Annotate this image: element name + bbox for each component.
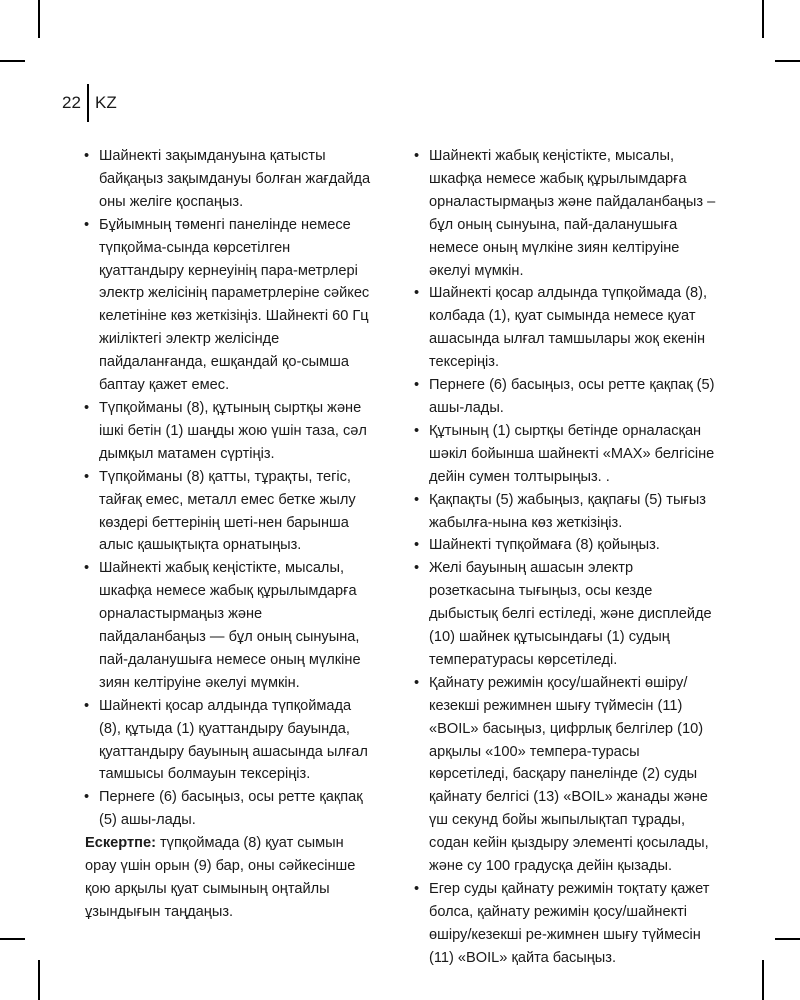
list-item-text: • Түпқойманы (8), құтының сыртқы және ішкі бетін (1) шаңды жою үшін таза, сәл дымқыл матамен сүртіңіз. bbox=[99, 399, 367, 462]
list-item bbox=[412, 878, 718, 970]
list-item-text: • Шайнекті түпқоймаға (8) қойыңыз. bbox=[429, 537, 660, 554]
note-text: түпқоймада (8) қуат сымын орау үшін орын (9) бар, оны сәйкесінше қою арқылы қуат сымының оңтайлы ұзындығын таңдаңыз. bbox=[85, 835, 356, 920]
note-label: Ескертпе: bbox=[85, 835, 156, 852]
list-item-text: • Шайнекті жабық кеңістікте, мысалы, шкафқа немесе жабық құрылымдарға орналастырмаңыз және пайдаланбаңыз — бұл оның сынуына, пай-даланушыға немесе оның мүлкіне зиян келтіруіне әкелуі мүмкін. bbox=[99, 560, 361, 691]
list-item bbox=[82, 695, 372, 787]
list-item-text: • Құтының (1) сыртқы бетінде орналасқан шәкіл бойынша шайнекті «MAX» белгісіне дейін сумен толтырыңыз. . bbox=[429, 422, 715, 485]
list-item bbox=[412, 374, 718, 420]
header-divider bbox=[87, 84, 89, 122]
list-item bbox=[412, 420, 718, 489]
instruction-list bbox=[412, 145, 718, 970]
list-item-text: • Шайнекті зақымдануына қатысты байқаңыз зақымдануы болған жағдайда оны желіге қоспаңыз. bbox=[99, 148, 371, 210]
crop-mark bbox=[775, 60, 800, 62]
list-item bbox=[82, 786, 372, 832]
list-item bbox=[82, 214, 372, 397]
list-item-text: • Пернеге (6) басыңыз, осы ретте қақпақ (5) ашы-лады. bbox=[429, 377, 715, 416]
list-item-text: • Бұйымның төменгі панелінде немесе түпқойма-сында көрсетілген қуаттандыру кернеуінің пара-метрлері электр желісінің параметрлеріне сәйкес келетініне көз жеткізіңіз. Шайнекті 60 Гц жиіліктегі электр желісінде пайдаланғанда, ешқандай қо-сымша баптау қажет емес. bbox=[99, 216, 370, 394]
left-column bbox=[82, 145, 372, 924]
list-item bbox=[412, 557, 718, 672]
list-item-text: • Шайнекті қосар алдында түпқоймада (8), колбада (1), қуат сымында немесе қуат ашасында ылғал тамшылары жоқ екенін тексеріңіз. bbox=[429, 285, 708, 371]
list-item-text: • Шайнекті қосар алдында түпқоймада (8), құтыда (1) қуаттандыру бауында, қуаттандыру бауының ашасында ылғал тамшысы болмауын тексеріңіз. bbox=[99, 697, 368, 783]
crop-mark bbox=[38, 960, 40, 1000]
crop-mark bbox=[762, 0, 764, 38]
list-item bbox=[82, 145, 372, 214]
list-item-text: • Түпқойманы (8) қатты, тұрақты, тегіс, тайғақ емес, металл емес бетке жылу көздері беттерінің шеті-нен барынша алыс қашықтықта орнатыңыз. bbox=[99, 468, 356, 554]
list-item bbox=[82, 557, 372, 694]
list-item bbox=[82, 397, 372, 466]
list-item bbox=[412, 672, 718, 878]
list-item-text: • Шайнекті жабық кеңістікте, мысалы, шкафқа немесе жабық құрылымдарға орналастырмаңыз және пайдаланбаңыз – бұл оның сынуына, пай-даланушыға немесе оның мүлкіне зиян келтіруіне әкелуі мүмкін. bbox=[429, 148, 716, 279]
list-item-text: • Егер суды қайнату режимін тоқтату қажет болса, қайнату режимін қосу/шайнекті өшіру/кезекші ре-жимнен шығу түймесін (11) «BOIL» қайта басыңыз. bbox=[429, 881, 710, 966]
crop-mark bbox=[0, 938, 25, 940]
language-code: KZ bbox=[95, 93, 117, 112]
list-item-text: • Қақпақты (5) жабыңыз, қақпағы (5) тығыз жабылға-нына көз жеткізіңіз. bbox=[429, 491, 706, 531]
page-number: 22 bbox=[62, 93, 81, 112]
crop-mark bbox=[762, 960, 764, 1000]
list-item bbox=[82, 466, 372, 558]
crop-mark bbox=[38, 0, 40, 38]
list-item-text: • Желі бауының ашасын электр розеткасына тығыңыз, осы кезде дыбыстық белгі естіледі, және дисплейде (10) шайнек құтысындағы (1) судың температурасы көрсетіледі. bbox=[429, 560, 712, 668]
crop-mark bbox=[775, 938, 800, 940]
list-item bbox=[412, 489, 718, 535]
list-item bbox=[412, 145, 718, 282]
list-item-text: • Пернеге (6) басыңыз, осы ретте қақпақ (5) ашы-лады. bbox=[99, 789, 363, 829]
instruction-list bbox=[82, 145, 372, 832]
list-item-text: • Қайнату режимін қосу/шайнекті өшіру/кезекші режимнен шығу түймесін (11) «BOIL» басыңыз, цифрлық белгілер (10) арқылы «100» темпера-турасы көрсетіледі, басқару панелінде (2) суды қайнату белгісі (13) «BOIL» жанады және үш секунд бойы жыпылықтап тұрады, содан кейін қыздыру элементі қосылады, және су 100 градусқа дейін қызады. bbox=[429, 674, 709, 875]
note-paragraph bbox=[82, 832, 372, 924]
crop-mark bbox=[0, 60, 25, 62]
right-column bbox=[412, 145, 718, 970]
list-item bbox=[412, 282, 718, 374]
list-item bbox=[412, 534, 718, 557]
